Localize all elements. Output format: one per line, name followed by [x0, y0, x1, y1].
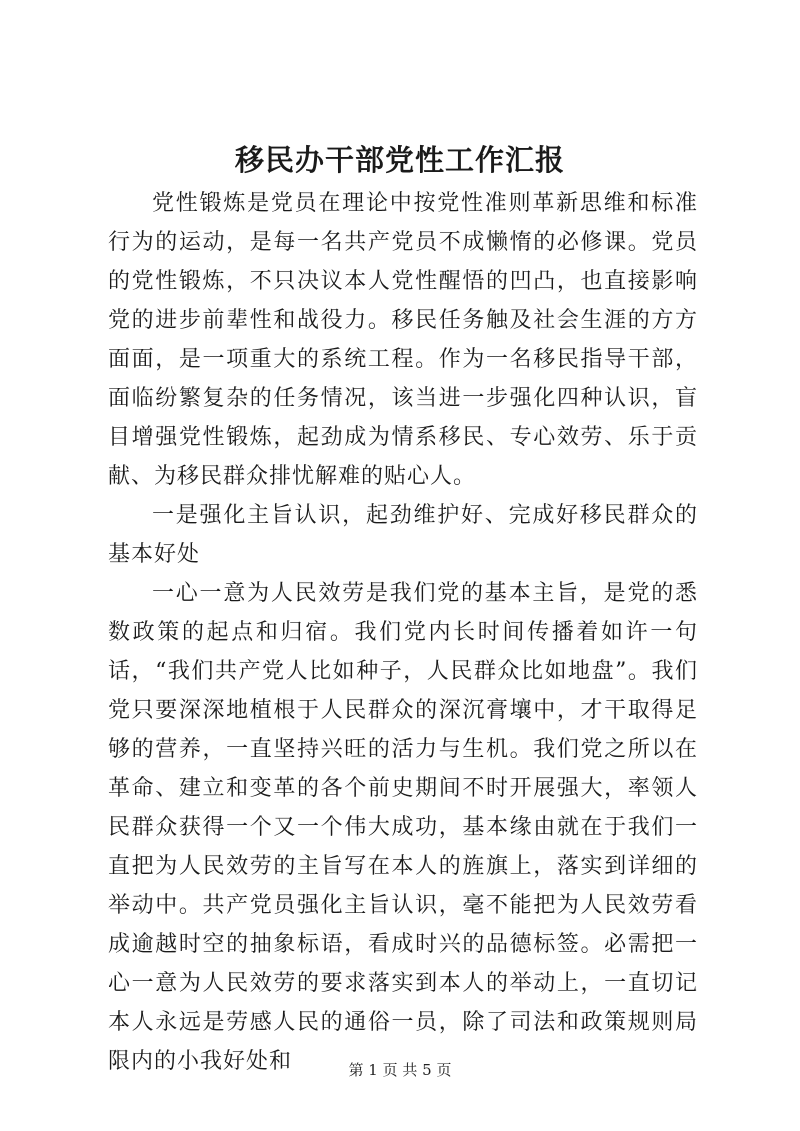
document-title: 移民办干部党性工作汇报 — [234, 143, 565, 177]
document-body — [108, 184, 698, 1081]
paragraph-body-1: 一心一意为人民效劳是我们党的基本主旨，是党的悉数政策的起点和归宿。我们党内长时间传播着如许一句话，“我们共产党人比如种子，人民群众比如地盘”。我们党只要深深地植根于人民群众的深沉膏壤中，才干取得足够的营养，一直坚持兴旺的活力与生机。我们党之所以在革命、建立和变革的各个前史期间不时开展强大，率领人民群众获得一个又一个伟大成功，基本缘由就在于我们一直把为人民效劳的主旨写在本人的旌旗上，落实到详细的举动中。共产党员强化主旨认识，毫不能把为人民效劳看成逾越时空的抽象标语，看成时兴的品德标签。必需把一心一意为人民效劳的要求落实到本人的举动上，一直切记本人永远是劳感人民的通俗一员，除了司法和政策规则局限内的小我好处和 — [108, 581, 698, 1074]
paragraph-heading-1: 一是强化主旨认识，起劲维护好、完成好移民群众的基本好处 — [108, 503, 698, 567]
page-footer: 第 1 页 共 5 页 — [348, 1061, 452, 1079]
paragraph-intro: 党性锻炼是党员在理论中按党性准则革新思维和标准行为的运动，是每一名共产党员不成懒惰的必修课。党员的党性锻炼，不只决议本人党性醒悟的凹凸，也直接影响党的进步前辈性和战役力。移民任务触及社会生涯的方方面面，是一项重大的系统工程。作为一名移民指导干部，面临纷繁复杂的任务情况，该当进一步强化四种认识，盲目增强党性锻炼，起劲成为情系移民、专心效劳、乐于贡献、为移民群众排忧解难的贴心人。 — [108, 191, 698, 489]
